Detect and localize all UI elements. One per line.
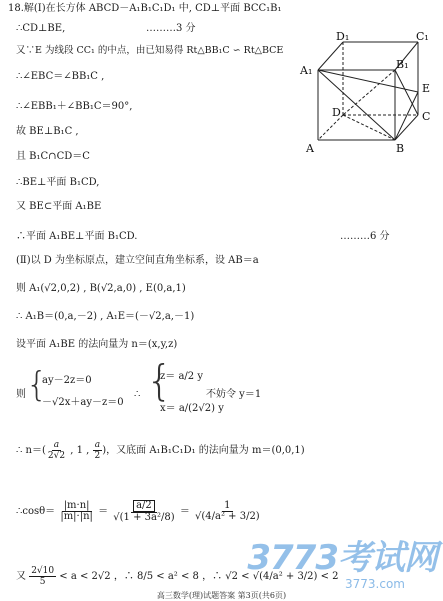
system-equation-1: ay－2z＝0 (42, 375, 92, 386)
solution-line-10: ∴平面 A₁BE⊥平面 B₁CD. (16, 231, 138, 242)
label-c1: C₁ (416, 30, 429, 43)
cosine-simplified-fraction: $\frac{1}{\text{√(4/a² + 3/2)}}$ (195, 500, 260, 522)
left-brace-icon: { (26, 365, 48, 405)
cosine-definition-fraction: $\frac{|m\cdot n|}{|m|\cdot|n|}$ (60, 500, 93, 522)
fraction-2root10-over-5: $\frac{2√10}{5}$ (31, 566, 55, 587)
cosine-prefix: ∴cosθ＝ (16, 506, 56, 517)
solution-line-9: 又 BE⊂平面 A₁BE (16, 201, 102, 212)
segment-b-e (395, 92, 418, 140)
fraction-a-over-2: $\frac{a}{2}$ (94, 440, 101, 461)
coordinates-line: 则 A₁(√2,0,2) , B(√2,a,0) , E(0,a,1) (16, 283, 186, 294)
label-a1: A₁ (300, 64, 313, 77)
part-two-intro: (Ⅱ)以 D 为坐标原点，建立空间直角坐标系，设 AB＝a (16, 255, 259, 266)
final-prefix: 又 (16, 571, 26, 582)
solution-line-8: ∴BE⊥平面 B₁CD, (16, 177, 100, 188)
label-c: C (422, 110, 431, 123)
cosine-equals-2: ＝ (179, 506, 190, 517)
cosine-equals-1: ＝ (98, 506, 109, 517)
label-d: D (332, 106, 341, 119)
edge-b-c (395, 115, 418, 140)
solution-line-2: ∴CD⊥BE, (16, 23, 66, 34)
solution-line-1: 18.解(Ⅰ)在长方体 ABCD－A₁B₁C₁D₁ 中, CD⊥平面 BCC₁B₁ (8, 3, 282, 14)
final-inequality-text: < a < 2√2 ，∴ 8/5 < a² < 8 ，∴ √2 < √(4/a² + 3/2) < 2 (59, 571, 339, 582)
score-marker-6: ………6 分 (340, 231, 390, 242)
therefore-symbol: ∴ (134, 389, 141, 400)
solution-line-7: 且 B₁C∩CD＝C (16, 151, 90, 162)
solution-equation-1: z＝ a/2 y (160, 371, 203, 382)
cosine-line (16, 500, 262, 523)
normal-result-line: ∴ n＝( $\frac{a}{2√2}$ , 1 , $\frac{a}{2}$ )，又底面 A₁B₁C₁D₁ 的法向量为 m＝(0,0,1) (16, 440, 305, 461)
watermark-url: 3773.com (345, 577, 405, 591)
label-a: A (306, 142, 314, 155)
normal-result-suffix: )，又底面 A₁B₁C₁D₁ 的法向量为 m＝(0,0,1) (102, 445, 305, 456)
left-brace-icon: { (146, 356, 173, 405)
system-prefix: 则 (16, 389, 26, 400)
let-y-equals-one: 不妨令 y＝1 (206, 389, 262, 400)
score-marker-3: ………3 分 (146, 23, 196, 34)
label-b1: B₁ (396, 58, 409, 71)
solution-line-5: ∴∠EBB₁＋∠BB₁C＝90°, (16, 101, 133, 112)
hidden-diagonal-d-b (343, 115, 395, 140)
solution-line-4: ∴∠EBC＝∠BB₁C , (16, 71, 105, 82)
diagonal-b1-c (395, 70, 418, 115)
watermark-logo: 3773考试网 (247, 538, 437, 578)
normal-result-prefix: ∴ n＝( (16, 445, 46, 456)
label-b: B (396, 142, 405, 155)
vectors-line: ∴ A₁B＝(0,a,－2) , A₁E＝(－√2,a,－1) (16, 311, 195, 322)
fraction-a-over-2root2: $\frac{a}{2√2}$ (47, 440, 66, 461)
segment-a1-e (318, 70, 418, 92)
solution-line-6: 故 BE⊥B₁C , (16, 126, 79, 137)
solution-line-3: 又∵E 为线段 CC₁ 的中点，由已知易得 Rt△BB₁C ∽ Rt△BCE (16, 45, 284, 56)
system-equation-2: －√2x＋ay－z＝0 (42, 397, 124, 408)
label-e: E (422, 82, 431, 95)
edge-d1-a1 (318, 42, 343, 70)
label-d1: D₁ (336, 30, 350, 43)
solution-equation-2: x＝ a/(2√2) y (160, 403, 224, 414)
cuboid-figure (298, 30, 438, 160)
page-footer: 高三数学(理)试题答案 第3页(共6页) (156, 591, 287, 600)
cosine-expanded-fraction: $\frac{a/2}{\text{√(1 + 3a²/8)}}$ (113, 500, 175, 523)
normal-vector-intro: 设平面 A₁BE 的法向量为 n＝(x,y,z) (16, 339, 178, 350)
